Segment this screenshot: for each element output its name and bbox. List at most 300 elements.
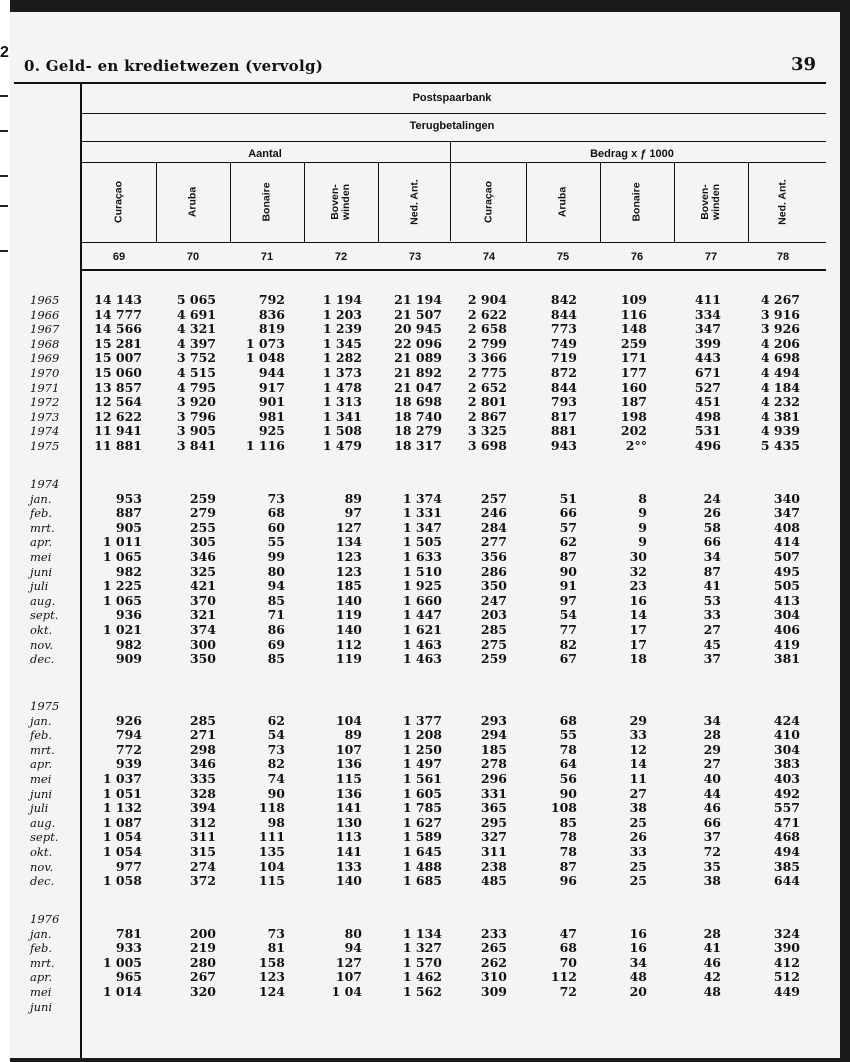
- table-cell: 25: [629, 873, 647, 889]
- table-cell: 324: [773, 925, 800, 941]
- row-label: 1973: [30, 409, 60, 424]
- table-cell: 2 652: [467, 379, 507, 395]
- table-cell: 1 037: [102, 771, 142, 786]
- table-cell: 793: [550, 394, 577, 410]
- row-label: 1975: [30, 439, 60, 453]
- table-cell: 14 143: [94, 292, 142, 307]
- table-cell: 277: [480, 534, 507, 550]
- column-number: 73: [408, 251, 422, 263]
- table-cell: 25: [629, 858, 647, 874]
- table-cell: 335: [189, 771, 216, 786]
- table-cell: 842: [550, 292, 577, 307]
- column-divider: [600, 162, 601, 242]
- table-cell: 78: [559, 741, 577, 757]
- row-label: sept.: [30, 608, 59, 623]
- table-cell: 27: [629, 785, 647, 801]
- table-cell: 887: [115, 505, 142, 521]
- table-cell: 15 060: [94, 365, 142, 380]
- table-cell: 381: [773, 651, 800, 667]
- table-cell: 286: [480, 563, 507, 579]
- row-label: 1968: [30, 336, 60, 351]
- table-cell: 38: [629, 800, 647, 816]
- column-number: 74: [482, 251, 496, 263]
- edge-tick: [0, 130, 8, 132]
- table-cell: 468: [773, 829, 800, 845]
- row-label: 1966: [30, 307, 60, 322]
- period-heading: 1975: [30, 699, 60, 713]
- table-cell: 18: [629, 651, 647, 667]
- row-label: jan.: [30, 713, 52, 728]
- table-cell: 111: [258, 829, 285, 845]
- table-cell: 982: [115, 563, 142, 579]
- table-cell: 22 096: [394, 335, 442, 351]
- table-cell: 1 073: [245, 335, 285, 351]
- row-label: mei: [30, 772, 52, 786]
- table-cell: 80: [267, 563, 285, 579]
- table-cell: 346: [189, 756, 216, 772]
- table-cell: 1 116: [245, 438, 285, 453]
- table-cell: 507: [773, 549, 800, 564]
- table-row: [10, 381, 840, 396]
- table-cell: 119: [335, 651, 362, 667]
- table-cell: 26: [703, 505, 721, 521]
- table-cell: 141: [335, 844, 362, 859]
- table-cell: 311: [189, 829, 216, 845]
- table-cell: 471: [773, 814, 800, 830]
- table-cell: 123: [258, 969, 285, 985]
- table-cell: 399: [694, 335, 721, 351]
- table-cell: 4 795: [176, 379, 216, 395]
- table-cell: 274: [189, 858, 216, 874]
- table-cell: 1 194: [322, 292, 362, 307]
- table-cell: 933: [115, 940, 142, 956]
- row-label: 1971: [30, 380, 60, 395]
- table-cell: 12 622: [94, 408, 142, 424]
- table-row: [10, 927, 840, 942]
- period-heading: 1974: [30, 477, 60, 491]
- table-cell: 298: [189, 741, 216, 757]
- table-cell: 347: [773, 505, 800, 521]
- table-cell: 99: [267, 549, 285, 564]
- table-cell: 16: [629, 592, 647, 608]
- table-cell: 1 048: [245, 350, 285, 366]
- table-cell: 109: [620, 292, 647, 307]
- table-row: [10, 860, 840, 875]
- table-cell: 275: [480, 636, 507, 652]
- table-cell: 1 377: [402, 712, 442, 728]
- table-cell: 1 505: [402, 534, 442, 550]
- group-rule: [80, 113, 826, 114]
- table-cell: 278: [480, 756, 507, 772]
- column-divider: [156, 162, 157, 242]
- table-cell: 14 566: [94, 321, 142, 337]
- table-cell: 4 321: [176, 321, 216, 337]
- table-cell: 14: [629, 607, 647, 623]
- table-cell: 54: [267, 727, 285, 743]
- column-header: Bonaire: [630, 182, 643, 222]
- table-cell: 94: [267, 578, 285, 594]
- table-cell: 3 926: [760, 321, 800, 337]
- table-row: [10, 638, 840, 653]
- table-cell: 33: [629, 844, 647, 859]
- table-cell: 85: [267, 592, 285, 608]
- row-label: okt.: [30, 845, 53, 859]
- column-divider: [526, 162, 527, 242]
- table-cell: 34: [703, 712, 721, 728]
- table-cell: 1 04: [331, 984, 362, 999]
- column-header: Curaçao: [482, 180, 495, 224]
- table-cell: 29: [629, 712, 647, 728]
- period-heading: 1976: [30, 912, 60, 926]
- table-cell: 4 515: [176, 365, 216, 380]
- column-header: Aruba: [186, 186, 199, 218]
- row-label: jan.: [30, 491, 52, 506]
- table-cell: 80: [344, 925, 362, 941]
- table-cell: 246: [480, 505, 507, 521]
- table-cell: 35: [703, 858, 721, 874]
- table-cell: 406: [773, 622, 800, 637]
- row-label: juni: [30, 999, 53, 1014]
- table-cell: 34: [703, 549, 721, 564]
- table-cell: 1 463: [402, 636, 442, 652]
- table-cell: 4 381: [760, 408, 800, 424]
- page-header: [24, 52, 816, 80]
- table-cell: 18 698: [394, 394, 442, 410]
- table-cell: 2 622: [467, 306, 507, 322]
- table-cell: 1 208: [402, 727, 442, 743]
- table-cell: 77: [559, 622, 577, 637]
- table-cell: 1 447: [402, 607, 442, 623]
- table-row: [10, 506, 840, 521]
- table-cell: 3 905: [176, 423, 216, 439]
- table-cell: 315: [189, 844, 216, 859]
- table-cell: 66: [703, 534, 721, 550]
- table-cell: 403: [773, 771, 800, 786]
- table-cell: 1 058: [102, 873, 142, 889]
- table-row: [10, 816, 840, 831]
- table-row: [10, 757, 840, 772]
- table-cell: 89: [344, 490, 362, 506]
- table-cell: 25: [629, 814, 647, 830]
- table-row: [10, 787, 840, 802]
- table-cell: 45: [703, 636, 721, 652]
- table-cell: 1 313: [322, 394, 362, 410]
- table-cell: 41: [703, 940, 721, 956]
- bedrag-label: Bedrag x ƒ 1000: [590, 148, 674, 160]
- row-label: aug.: [30, 593, 56, 608]
- table-cell: 238: [480, 858, 507, 874]
- row-label: dec.: [30, 652, 55, 667]
- table-cell: 311: [480, 844, 507, 859]
- table-cell: 385: [773, 858, 800, 874]
- table-cell: 419: [773, 636, 800, 652]
- table-cell: 66: [703, 814, 721, 830]
- table-cell: 495: [773, 563, 800, 579]
- document-page: [10, 12, 840, 1058]
- table-cell: 119: [335, 607, 362, 623]
- column-header: Ned. Ant.: [408, 179, 421, 225]
- table-cell: 492: [773, 785, 800, 801]
- row-label: nov.: [30, 637, 54, 652]
- row-label: 1965: [30, 293, 60, 307]
- table-cell: 130: [335, 814, 362, 830]
- table-row: [10, 772, 840, 787]
- table-cell: 749: [550, 335, 577, 351]
- table-cell: 4 397: [176, 335, 216, 351]
- row-label: okt.: [30, 623, 53, 637]
- table-cell: 977: [115, 858, 142, 874]
- table-row: [10, 565, 840, 580]
- table-cell: 350: [189, 651, 216, 667]
- table-cell: 1 633: [402, 549, 442, 564]
- table-cell: 73: [267, 925, 285, 941]
- table-cell: 1 065: [102, 592, 142, 608]
- column-header: Curaçao: [112, 180, 125, 224]
- table-cell: 115: [258, 873, 285, 889]
- table-cell: 356: [480, 549, 507, 564]
- row-label: juli: [30, 801, 49, 816]
- table-cell: 140: [335, 873, 362, 889]
- table-cell: 331: [480, 785, 507, 801]
- table-cell: 881: [550, 423, 577, 439]
- table-row: [10, 366, 840, 381]
- table-cell: 531: [694, 423, 721, 439]
- table-cell: 4 494: [760, 365, 800, 380]
- row-label: aug.: [30, 815, 56, 830]
- table-cell: 285: [480, 622, 507, 637]
- table-cell: 792: [258, 292, 285, 307]
- table-cell: 1 203: [322, 306, 362, 322]
- table-cell: 62: [559, 534, 577, 550]
- table-cell: 118: [258, 800, 285, 816]
- table-cell: 1 605: [402, 785, 442, 801]
- table-cell: 21 892: [394, 365, 442, 380]
- table-cell: 421: [189, 578, 216, 594]
- table-row: [10, 492, 840, 507]
- table-cell: 374: [189, 622, 216, 637]
- table-cell: 505: [773, 578, 800, 594]
- table-cell: 909: [115, 651, 142, 667]
- table-cell: 160: [620, 379, 647, 395]
- table-cell: 38: [703, 873, 721, 889]
- table-cell: 340: [773, 490, 800, 506]
- table-cell: 350: [480, 578, 507, 594]
- table-row: [10, 956, 840, 971]
- table-cell: 3 752: [176, 350, 216, 366]
- column-number: 71: [260, 251, 274, 263]
- table-cell: 56: [559, 771, 577, 786]
- table-cell: 719: [550, 350, 577, 366]
- table-cell: 1 239: [322, 321, 362, 337]
- table-row: [10, 941, 840, 956]
- table-cell: 424: [773, 712, 800, 728]
- table-cell: 203: [480, 607, 507, 623]
- table-cell: 4 267: [760, 292, 800, 307]
- row-label: 1969: [30, 351, 60, 366]
- table-row: [10, 351, 840, 366]
- table-cell: 905: [115, 519, 142, 535]
- table-cell: 817: [550, 408, 577, 424]
- table-cell: 944: [258, 365, 285, 380]
- table-cell: 772: [115, 741, 142, 757]
- row-label: dec.: [30, 874, 55, 889]
- table-cell: 21 047: [394, 379, 442, 395]
- adjacent-page-edge: [0, 0, 10, 1062]
- table-cell: 320: [189, 984, 216, 999]
- table-cell: 671: [694, 365, 721, 380]
- table-cell: 107: [335, 741, 362, 757]
- column-number: 78: [776, 251, 790, 263]
- table-cell: 1 561: [402, 771, 442, 786]
- table-cell: 346: [189, 549, 216, 564]
- table-cell: 259: [620, 335, 647, 351]
- table-row: [10, 845, 840, 860]
- table-cell: 97: [559, 592, 577, 608]
- table-cell: 124: [258, 984, 285, 999]
- row-label: 1974: [30, 424, 60, 439]
- table-cell: 200: [189, 925, 216, 941]
- table-cell: 46: [703, 954, 721, 970]
- table-cell: 90: [559, 563, 577, 579]
- table-cell: 512: [773, 969, 800, 985]
- table-row: [10, 322, 840, 337]
- table-cell: 819: [258, 321, 285, 337]
- table-cell: 12 564: [94, 394, 142, 410]
- table-cell: 177: [620, 365, 647, 380]
- table-cell: 1 134: [402, 925, 442, 941]
- table-row: [10, 743, 840, 758]
- table-cell: 443: [694, 350, 721, 366]
- table-cell: 72: [703, 844, 721, 859]
- table-cell: 773: [550, 321, 577, 337]
- table-cell: 953: [115, 490, 142, 506]
- table-cell: 140: [335, 592, 362, 608]
- table-cell: 1 645: [402, 844, 442, 859]
- column-divider: [748, 162, 749, 242]
- table-cell: 69: [267, 636, 285, 652]
- table-cell: 4 691: [176, 306, 216, 322]
- table-cell: 11 941: [94, 423, 142, 439]
- table-cell: 1 510: [402, 563, 442, 579]
- table-cell: 30: [629, 549, 647, 564]
- table-cell: 310: [480, 969, 507, 985]
- table-cell: 872: [550, 365, 577, 380]
- table-cell: 1 005: [102, 954, 142, 970]
- table-cell: 233: [480, 925, 507, 941]
- row-label: 1972: [30, 395, 60, 410]
- table-cell: 20 945: [394, 321, 442, 337]
- table-cell: 4 939: [760, 423, 800, 439]
- table-cell: 136: [335, 756, 362, 772]
- row-label: 1970: [30, 366, 60, 380]
- table-cell: 936: [115, 607, 142, 623]
- table-cell: 23: [629, 578, 647, 594]
- table-cell: 280: [189, 954, 216, 970]
- table-cell: 48: [629, 969, 647, 985]
- row-label: sept.: [30, 830, 59, 845]
- table-cell: 321: [189, 607, 216, 623]
- table-cell: 41: [703, 578, 721, 594]
- table-row: [10, 608, 840, 623]
- table-cell: 2°°: [625, 438, 647, 453]
- table-cell: 108: [550, 800, 577, 816]
- column-divider: [230, 162, 231, 242]
- table-row: [10, 579, 840, 594]
- table-cell: 55: [267, 534, 285, 550]
- table-cell: 3 698: [467, 438, 507, 453]
- column-header: Ned. Ant.: [776, 179, 789, 225]
- table-cell: 939: [115, 756, 142, 772]
- table-cell: 9: [638, 519, 647, 535]
- table-cell: 2 658: [467, 321, 507, 337]
- table-cell: 21 507: [394, 306, 442, 322]
- table-cell: 1 660: [402, 592, 442, 608]
- column-number: 70: [186, 251, 200, 263]
- table-row: [10, 830, 840, 845]
- row-label: feb.: [30, 941, 53, 956]
- table-cell: 451: [694, 394, 721, 410]
- row-label: juni: [30, 564, 53, 579]
- table-cell: 16: [629, 925, 647, 941]
- table-cell: 32: [629, 563, 647, 579]
- table-cell: 414: [773, 534, 800, 550]
- table-cell: 37: [703, 829, 721, 845]
- table-row: [10, 652, 840, 667]
- table-cell: 1 462: [402, 969, 442, 985]
- table-cell: 16: [629, 940, 647, 956]
- table-cell: 305: [189, 534, 216, 550]
- table-cell: 3 920: [176, 394, 216, 410]
- table-cell: 334: [694, 306, 721, 322]
- table-cell: 4 698: [760, 350, 800, 366]
- table-cell: 284: [480, 519, 507, 535]
- table-cell: 60: [267, 519, 285, 535]
- table-cell: 304: [773, 741, 800, 757]
- row-label: mrt.: [30, 955, 55, 970]
- table-cell: 53: [703, 592, 721, 608]
- table-cell: 370: [189, 592, 216, 608]
- table-cell: 300: [189, 636, 216, 652]
- table-row: [10, 801, 840, 816]
- table-cell: 87: [559, 549, 577, 564]
- table-cell: 901: [258, 394, 285, 410]
- table-cell: 27: [703, 756, 721, 772]
- column-header: Bonaire: [260, 182, 273, 222]
- table-cell: 390: [773, 940, 800, 956]
- table-cell: 1 054: [102, 844, 142, 859]
- row-label: mei: [30, 550, 52, 564]
- table-cell: 259: [189, 490, 216, 506]
- row-label: mei: [30, 985, 52, 999]
- aantal-label: Aantal: [248, 148, 282, 160]
- table-cell: 1 250: [402, 741, 442, 757]
- table-cell: 13 857: [94, 379, 142, 395]
- table-row: [10, 308, 840, 323]
- edge-tick: [0, 205, 8, 207]
- table-cell: 187: [620, 394, 647, 410]
- table-cell: 410: [773, 727, 800, 743]
- table-cell: 255: [189, 519, 216, 535]
- table-cell: 20: [629, 984, 647, 999]
- table-cell: 1 374: [402, 490, 442, 506]
- table-cell: 4 232: [760, 394, 800, 410]
- table-cell: 917: [258, 379, 285, 395]
- table-row: [10, 623, 840, 638]
- table-cell: 90: [559, 785, 577, 801]
- row-label: mrt.: [30, 742, 55, 757]
- edge-tick: [0, 95, 8, 97]
- table-cell: 27: [703, 622, 721, 637]
